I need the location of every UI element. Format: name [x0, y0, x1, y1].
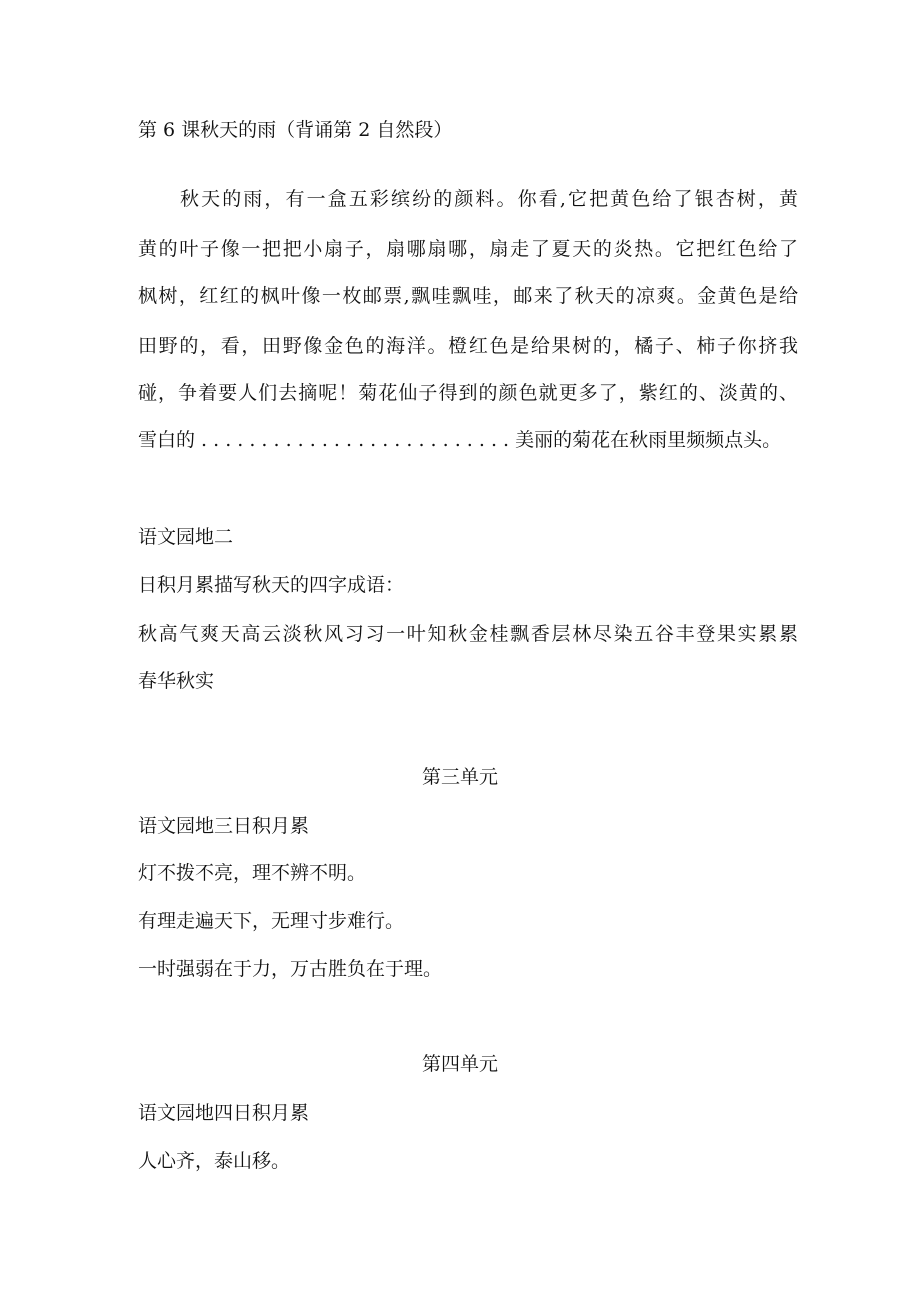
paragraph-line: 田野的，看，田野像金色的海洋。橙红色是给果树的，橘子、柿子你挤我 [138, 335, 798, 357]
proverb-line: 一时强弱在于力，万古胜负在于理。 [138, 958, 443, 980]
proverb-line: 灯不拨不亮，理不辨不明。 [138, 862, 367, 884]
paragraph-line: 秋天的雨，有一盒五彩缤纷的颜料。你看,它把黄色给了银杏树，黄 [180, 188, 798, 210]
idioms-line: 秋高气爽天高云淡秋风习习一叶知秋金桂飘香层林尽染五谷丰登果实累累 [138, 623, 798, 645]
paragraph-line: 碰，争着要人们去摘呢！菊花仙子得到的颜色就更多了，紫红的、淡黄的、 [138, 382, 798, 404]
proverb-line: 有理走遍天下，无理寸步难行。 [138, 910, 405, 932]
proverb-line: 人心齐，泰山移。 [138, 1150, 291, 1172]
section-heading: 语文园地二 [138, 526, 234, 548]
paragraph-line: 枫树，红红的枫叶像一枚邮票,飘哇飘哇，邮来了秋天的凉爽。金黄色是给 [138, 285, 798, 307]
paragraph-line: 黄的叶子像一把把小扇子，扇哪扇哪，扇走了夏天的炎热。它把红色给了 [138, 238, 798, 260]
idioms-line: 春华秋实 [138, 670, 215, 692]
section-subheading: 语文园地四日积月累 [138, 1102, 310, 1124]
section-subheading: 语文园地三日积月累 [138, 815, 310, 837]
unit-heading: 第三单元 [421, 766, 498, 788]
section-subheading: 日积月累描写秋天的四字成语： [138, 574, 405, 596]
lesson-title: 第 6 课秋天的雨（背诵第 2 自然段） [138, 119, 453, 141]
unit-heading: 第四单元 [421, 1053, 498, 1075]
paragraph-line: 雪白的 . . . . . . . . . . . . . . . . . . . . . . . . . . 美丽的菊花在秋雨里频频点头。 [138, 429, 782, 451]
